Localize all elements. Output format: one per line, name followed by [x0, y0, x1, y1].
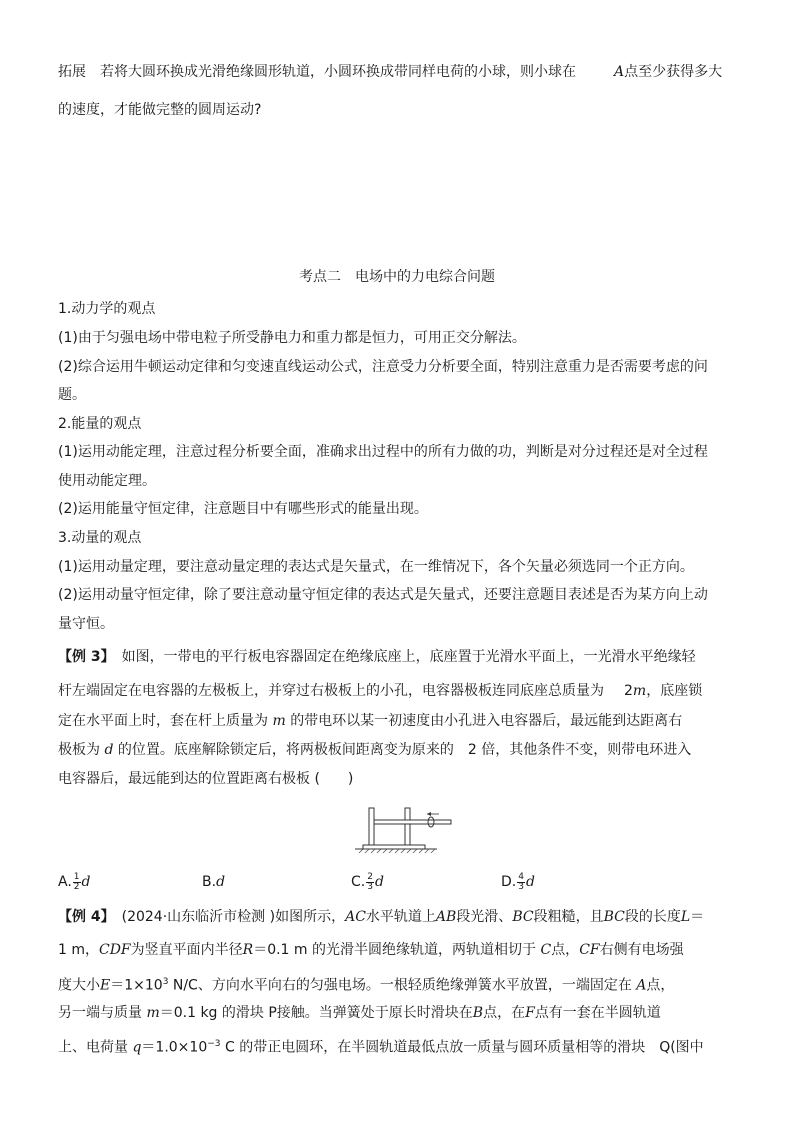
- point-3-item-2: (2)运用动量守恒定律，除了要注意动量守恒定律的表达式是矢量式，还要注意题目表述是否为某方向上动: [58, 587, 708, 603]
- exponent: −3: [207, 1039, 221, 1049]
- text-span: 定在水平面上时，套在杆上质量为: [58, 713, 268, 729]
- option-a[interactable]: [58, 872, 90, 892]
- left-plate: [369, 808, 374, 845]
- example-3-line-3: [58, 711, 682, 731]
- fraction: [366, 873, 374, 892]
- frac-num: 2: [367, 871, 373, 882]
- var: q: [132, 1039, 142, 1056]
- example-4-line-4: [58, 1003, 661, 1023]
- extension-line-2: 的速度，才能做完整的圆周运动?: [58, 102, 262, 118]
- point-3-item-1: (1)运用动量定理，要注意动量定理的表达式是矢量式，在一维情况下，各个矢量必须选同一个正方向。: [58, 559, 694, 575]
- var: R: [242, 942, 254, 958]
- example-3-line-4: [58, 740, 691, 760]
- text-span: ＝1.0×10: [141, 1039, 208, 1056]
- var: BC: [603, 909, 625, 925]
- point-2-item-1-cont: 使用动能定理。: [58, 473, 156, 489]
- text-span: ＝1×10: [110, 977, 163, 994]
- text-span: 1 m，: [58, 942, 99, 958]
- point-2-heading: 2.能量的观点: [58, 416, 142, 432]
- example-3-line-5: 电容器后，最远能到达的位置距离右极板 ( ): [58, 771, 354, 787]
- var-d: d: [81, 874, 91, 890]
- text-span: 点至少获得多大: [624, 64, 723, 80]
- text-span: (2024·山东临沂市检测 )如图所示，: [121, 909, 346, 925]
- example-4-tag: 【例 4】: [58, 909, 108, 925]
- point-1-item-2: (2)综合运用牛顿运动定律和匀变速直线运动公式，注意受力分析要全面，特别注意重力是否需要考虑的问: [58, 359, 708, 375]
- text-span: 段粗糙，且: [533, 909, 604, 925]
- text-span: ＝: [690, 909, 705, 925]
- text-span: 点有一套在半圆轨道: [534, 1005, 661, 1021]
- point-3-item-2-cont: 量守恒。: [58, 616, 114, 632]
- point-1-item-2-cont: 题。: [58, 387, 86, 403]
- text-span: 为竖直平面内半径: [130, 942, 243, 958]
- var-d: d: [104, 742, 114, 758]
- capacitor-figure: [353, 796, 453, 860]
- option-label: B.: [202, 874, 217, 890]
- point-label: A: [614, 64, 625, 80]
- example-3-line-1: [58, 647, 696, 667]
- text-span: 段的长度: [624, 909, 681, 925]
- frac-num: 1: [73, 871, 80, 882]
- base-block: [363, 845, 425, 849]
- text-span: N/C、方向水平向右的匀强电场。一根轻质绝缘弹簧水平放置，一端固定在: [168, 977, 632, 994]
- option-label: D.: [501, 874, 517, 890]
- exponent: 3: [162, 977, 169, 987]
- section-title: 考点二 电场中的力电综合问题: [299, 269, 495, 285]
- var: E: [100, 977, 111, 994]
- var: CDF: [99, 942, 131, 958]
- text-span: ，底座锁: [646, 683, 703, 699]
- fraction: [517, 873, 525, 892]
- var-m: m: [632, 683, 647, 699]
- var: m: [146, 1005, 160, 1021]
- example-4-line-2: [58, 940, 684, 960]
- insulating-rod: [374, 820, 451, 824]
- var: CF: [579, 942, 600, 958]
- example-3-line-2: [58, 681, 702, 701]
- var: C: [540, 942, 552, 958]
- var: F: [525, 1005, 535, 1021]
- option-d[interactable]: [501, 872, 535, 892]
- text-span: 度大小: [58, 977, 100, 994]
- text-span: 极板为: [58, 742, 100, 758]
- right-plate: [405, 808, 410, 845]
- text-span: 另一端与质量: [58, 1005, 142, 1021]
- text-span: 拓展 若将大圆环换成光滑绝缘圆形轨道，小圆环换成带同样电荷的小球，则小球在: [58, 64, 576, 80]
- point-3-heading: 3.动量的观点: [58, 530, 142, 546]
- example-4-line-1: [58, 907, 704, 927]
- option-c[interactable]: [351, 872, 384, 892]
- point-1-heading: 1.动力学的观点: [58, 301, 156, 317]
- text-span: 点，: [551, 942, 580, 958]
- text-span: C 的带正电圆环，在半圆轨道最低点放一质量与圆环质量相等的滑块 Q(图中: [220, 1039, 704, 1056]
- text-span: 水平轨道上: [365, 909, 436, 925]
- option-b[interactable]: [202, 872, 225, 892]
- var: A: [636, 977, 647, 994]
- var-d: d: [374, 874, 384, 890]
- text-span: 上、电荷量: [58, 1039, 128, 1056]
- text-span: 杆左端固定在电容器的左极板上，并穿过右极板上的小孔，电容器极板连同底座总质量为: [58, 683, 604, 699]
- text-span: 段光滑、: [456, 909, 513, 925]
- point-1-item-1: (1)由于匀强电场中带电粒子所受静电力和重力都是恒力，可用正交分解法。: [58, 330, 526, 346]
- text-span: 的位置。底座解除锁定后，将两极板间距离变为原来的 2 倍，其他条件不变，则带电环进入: [117, 742, 692, 758]
- var: L: [680, 909, 691, 925]
- frac-den: 3: [518, 881, 524, 892]
- text-span: ＝0.1 m 的光滑半圆绝缘轨道，两轨道相切于: [253, 942, 537, 958]
- text-span: 点，: [646, 977, 675, 994]
- arrow-head: [427, 812, 431, 816]
- text-span: 2: [624, 683, 633, 699]
- text-span: ＝0.1 kg 的滑块 P接触。当弹簧处于原长时滑块在: [159, 1005, 473, 1021]
- ground-hatch: [359, 849, 435, 853]
- extension-line-1: [58, 62, 722, 82]
- var-d: d: [216, 874, 226, 890]
- example-3-tag: 【例 3】: [58, 649, 108, 665]
- var-m: m: [272, 713, 286, 729]
- point-2-item-1: (1)运用动能定理，注意过程分析要全面，准确求出过程中的所有力做的功，判断是对分过程还是对全过程: [58, 444, 708, 460]
- var: B: [472, 1005, 484, 1021]
- var: AB: [435, 909, 457, 925]
- fraction: [73, 873, 81, 892]
- option-label: C.: [351, 874, 366, 890]
- example-4-line-5: [58, 1034, 704, 1058]
- point-2-item-2: (2)运用能量守恒定律，注意题目中有哪些形式的能量出现。: [58, 501, 428, 517]
- text-span: 的带电环以某一初速度由小孔进入电容器后，最远能到达距离右: [290, 713, 683, 729]
- option-label: A.: [58, 874, 72, 890]
- var: BC: [512, 909, 534, 925]
- example-4-line-3: [58, 972, 674, 996]
- var-d: d: [525, 874, 535, 890]
- text-span: 如图，一带电的平行板电容器固定在绝缘底座上，底座置于光滑水平面上，一光滑水平绝缘轻: [121, 649, 696, 665]
- frac-num: 4: [518, 871, 524, 882]
- text-span: 右侧有电场强: [599, 942, 684, 958]
- frac-den: 2: [73, 881, 80, 892]
- var: AC: [345, 909, 366, 925]
- frac-den: 3: [367, 881, 373, 892]
- text-span: 点，在: [483, 1005, 526, 1021]
